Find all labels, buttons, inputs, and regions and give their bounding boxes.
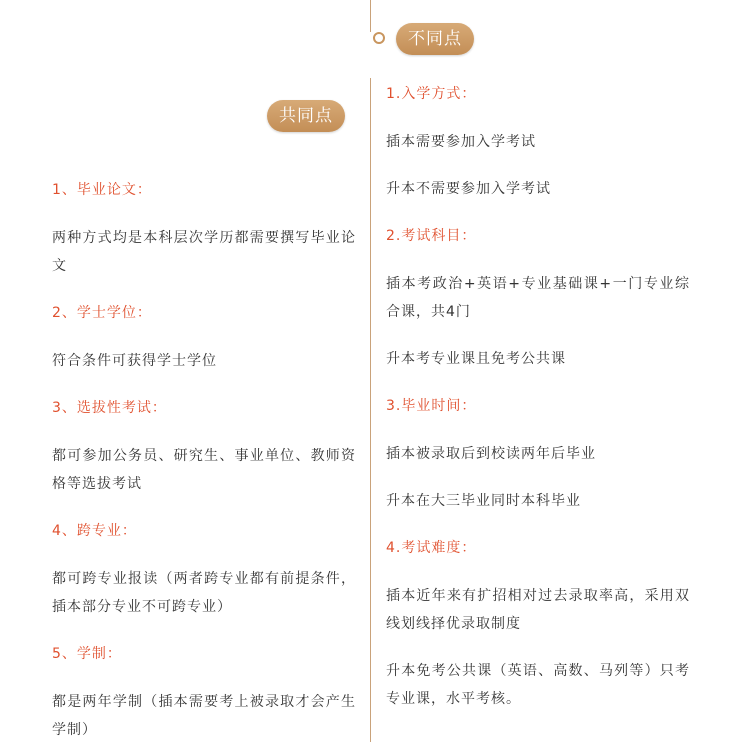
difference-heading: 2.考试科目： xyxy=(386,228,477,244)
similarity-text: 都是两年学制（插本需要考上被录取才会产生学制） xyxy=(52,694,356,738)
difference-text: 升本在大三毕业同时本科毕业 xyxy=(386,493,581,509)
similarity-heading: 2、学士学位： xyxy=(52,305,152,321)
difference-text: 插本需要参加入学考试 xyxy=(386,134,536,150)
similarity-heading: 5、学制： xyxy=(52,646,122,662)
difference-heading: 3.毕业时间： xyxy=(386,398,477,414)
similarities-label: 共同点 xyxy=(267,100,345,132)
difference-text: 升本不需要参加入学考试 xyxy=(386,181,551,197)
difference-text: 升本免考公共课（英语、高数、马列等）只考专业课，水平考核。 xyxy=(386,663,690,707)
difference-heading: 4.考试难度： xyxy=(386,540,477,556)
similarity-heading: 4、跨专业： xyxy=(52,523,137,539)
similarity-text: 两种方式均是本科层次学历都需要撰写毕业论文 xyxy=(52,230,356,274)
difference-heading: 1.入学方式： xyxy=(386,86,477,102)
difference-text: 插本近年来有扩招相对过去录取率高，采用双线划线择优录取制度 xyxy=(386,588,690,632)
differences-column xyxy=(386,80,690,713)
differences-label: 不同点 xyxy=(396,23,474,55)
similarities-column xyxy=(52,176,356,744)
similarity-heading: 1、毕业论文： xyxy=(52,182,152,198)
difference-text: 升本考专业课且免考公共课 xyxy=(386,351,566,367)
difference-text: 插本被录取后到校读两年后毕业 xyxy=(386,446,596,462)
timeline-divider-top xyxy=(370,0,371,32)
similarity-text: 符合条件可获得学士学位 xyxy=(52,353,217,369)
similarity-text: 都可跨专业报读（两者跨专业都有前提条件，插本部分专业不可跨专业） xyxy=(52,571,356,615)
timeline-dot-icon xyxy=(373,32,385,44)
difference-text: 插本考政治+英语+专业基础课+一门专业综合课，共4门 xyxy=(386,276,690,320)
similarity-heading: 3、选拔性考试： xyxy=(52,400,167,416)
similarity-text: 都可参加公务员、研究生、事业单位、教师资格等选拔考试 xyxy=(52,448,356,492)
timeline-divider xyxy=(370,78,371,742)
